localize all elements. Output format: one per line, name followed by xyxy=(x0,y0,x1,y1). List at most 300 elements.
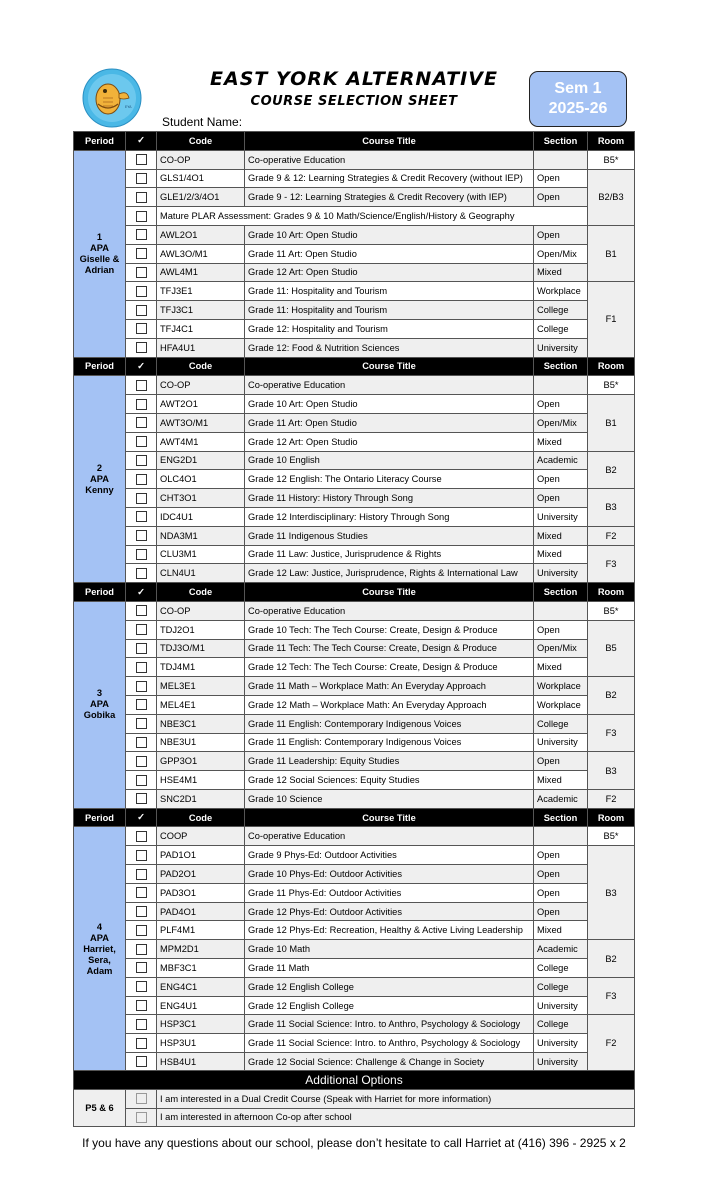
period-label-line: Gobika xyxy=(83,710,116,721)
course-checkbox[interactable] xyxy=(136,286,147,297)
dual-credit-checkbox[interactable] xyxy=(136,1093,147,1104)
course-section: Open xyxy=(534,188,588,207)
dual-credit-option: I am interested in a Dual Credit Course (Speak with Harriet for more information) xyxy=(157,1089,635,1108)
period-label-line: 2 xyxy=(96,462,103,473)
course-section: Mixed xyxy=(534,545,588,564)
course-section: College xyxy=(534,977,588,996)
course-title: Co-operative Education xyxy=(245,150,534,169)
course-section: Workplace xyxy=(534,282,588,301)
checkbox-cell xyxy=(126,1053,157,1072)
course-section: Workplace xyxy=(534,695,588,714)
period-label-line: Adam xyxy=(86,965,113,976)
semester-badge xyxy=(529,71,627,127)
room-cell: B5* xyxy=(588,601,635,620)
course-section: University xyxy=(534,564,588,583)
course-code: CHT3O1 xyxy=(157,489,245,508)
course-section: Open xyxy=(534,470,588,489)
course-section: Workplace xyxy=(534,677,588,696)
course-row xyxy=(74,526,635,545)
semester-label: Sem 1 xyxy=(554,80,602,97)
course-code: AWL3O/M1 xyxy=(157,244,245,263)
additional-period-label: P5 & 6 xyxy=(74,1089,126,1127)
course-section: Open xyxy=(534,489,588,508)
checkbox-cell xyxy=(126,564,157,583)
course-section: College xyxy=(534,1015,588,1034)
course-section: Open/Mix xyxy=(534,244,588,263)
column-header-period: Period xyxy=(74,583,126,602)
period-label-line: APA xyxy=(90,699,109,710)
course-row xyxy=(74,695,635,714)
course-checkbox[interactable] xyxy=(136,342,147,353)
course-row xyxy=(74,150,635,169)
course-section: Open xyxy=(534,620,588,639)
column-header-check: ✓ xyxy=(126,357,157,376)
column-header-code: Code xyxy=(157,132,245,151)
course-title: Grade 12 English College xyxy=(245,996,534,1015)
course-title: Grade 12 Phys-Ed: Outdoor Activities xyxy=(245,902,534,921)
course-title: Grade 10 Phys-Ed: Outdoor Activities xyxy=(245,865,534,884)
checkbox-cell xyxy=(126,695,157,714)
checkbox-cell xyxy=(126,301,157,320)
checkbox-cell xyxy=(126,733,157,752)
course-row xyxy=(74,639,635,658)
course-code: ENG4C1 xyxy=(157,977,245,996)
column-header-title: Course Title xyxy=(245,132,534,151)
course-checkbox[interactable] xyxy=(136,962,147,973)
course-title: Grade 12 Tech: The Tech Course: Create, Design & Produce xyxy=(245,658,534,677)
school-year: 2025-26 xyxy=(548,100,608,117)
course-row xyxy=(74,959,635,978)
course-section: University xyxy=(534,996,588,1015)
course-checkbox[interactable] xyxy=(136,925,147,936)
course-title: Grade 12 Social Sciences: Equity Studies xyxy=(245,771,534,790)
course-checkbox[interactable] xyxy=(136,793,147,804)
course-code: AWT2O1 xyxy=(157,395,245,414)
course-checkbox[interactable] xyxy=(136,869,147,880)
room-cell: F1 xyxy=(588,282,635,357)
course-section: University xyxy=(534,733,588,752)
course-title: Grade 11 Tech: The Tech Course: Create, Design & Produce xyxy=(245,639,534,658)
course-code: PAD4O1 xyxy=(157,902,245,921)
column-header-room: Room xyxy=(588,583,635,602)
course-table xyxy=(73,131,635,1072)
course-checkbox[interactable] xyxy=(136,455,147,466)
course-row xyxy=(74,902,635,921)
course-section: Mixed xyxy=(534,263,588,282)
course-title: Grade 10 English xyxy=(245,451,534,470)
checkbox-cell xyxy=(126,526,157,545)
course-checkbox[interactable] xyxy=(136,211,147,222)
course-code: PAD3O1 xyxy=(157,883,245,902)
course-title: Grade 11 Indigenous Studies xyxy=(245,526,534,545)
course-code: PAD2O1 xyxy=(157,865,245,884)
course-checkbox[interactable] xyxy=(136,662,147,673)
checkbox-cell xyxy=(126,959,157,978)
room-cell: B3 xyxy=(588,489,635,527)
column-header-code: Code xyxy=(157,583,245,602)
course-code: CO-OP xyxy=(157,150,245,169)
course-checkbox[interactable] xyxy=(136,173,147,184)
course-checkbox[interactable] xyxy=(136,756,147,767)
course-row xyxy=(74,733,635,752)
checkbox-cell xyxy=(126,902,157,921)
course-code: AWL2O1 xyxy=(157,225,245,244)
course-checkbox[interactable] xyxy=(136,906,147,917)
course-code: CO-OP xyxy=(157,601,245,620)
course-section xyxy=(534,601,588,620)
checkbox-cell xyxy=(126,507,157,526)
course-code: IDC4U1 xyxy=(157,507,245,526)
period-label xyxy=(74,150,126,357)
course-row xyxy=(74,827,635,846)
course-title: Grade 11 Math – Workplace Math: An Everyday Approach xyxy=(245,677,534,696)
checkbox-cell xyxy=(126,169,157,188)
column-header-room: Room xyxy=(588,808,635,827)
course-checkbox[interactable] xyxy=(136,192,147,203)
course-code: AWL4M1 xyxy=(157,263,245,282)
course-title: Grade 10 Science xyxy=(245,789,534,808)
course-checkbox[interactable] xyxy=(136,474,147,485)
period-label-line: APA xyxy=(90,473,109,484)
course-title: Grade 12 Law: Justice, Jurisprudence, Rights & International Law xyxy=(245,564,534,583)
footer-contact-note: If you have any questions about our school, please don’t hesitate to call Harriet at (416) 396 - 2925 x 2 xyxy=(82,1136,626,1150)
course-checkbox[interactable] xyxy=(136,887,147,898)
course-code: AWT4M1 xyxy=(157,432,245,451)
column-header-section: Section xyxy=(534,357,588,376)
course-row xyxy=(74,244,635,263)
student-name-label: Student Name: xyxy=(162,115,243,129)
course-checkbox[interactable] xyxy=(136,436,147,447)
course-checkbox[interactable] xyxy=(136,1019,147,1030)
course-checkbox[interactable] xyxy=(136,154,147,165)
course-title: Grade 11 Social Science: Intro. to Anthro, Psychology & Sociology xyxy=(245,1034,534,1053)
course-checkbox[interactable] xyxy=(136,699,147,710)
room-cell: B1 xyxy=(588,225,635,281)
course-section: Open xyxy=(534,902,588,921)
course-section: Open/Mix xyxy=(534,413,588,432)
room-cell: B2 xyxy=(588,940,635,978)
course-checkbox[interactable] xyxy=(136,1038,147,1049)
course-title: Co-operative Education xyxy=(245,376,534,395)
course-checkbox[interactable] xyxy=(136,1000,147,1011)
course-checkbox[interactable] xyxy=(136,305,147,316)
room-cell: B5* xyxy=(588,376,635,395)
course-code: HSB4U1 xyxy=(157,1053,245,1072)
checkbox-cell xyxy=(126,865,157,884)
room-cell: F3 xyxy=(588,545,635,583)
room-cell: F2 xyxy=(588,789,635,808)
course-row xyxy=(74,395,635,414)
column-header-room: Room xyxy=(588,132,635,151)
course-title: Grade 11: Hospitality and Tourism xyxy=(245,301,534,320)
column-header-period: Period xyxy=(74,357,126,376)
course-section xyxy=(534,376,588,395)
column-header-period: Period xyxy=(74,808,126,827)
course-checkbox[interactable] xyxy=(136,399,147,410)
course-title: Grade 12: Food & Nutrition Sciences xyxy=(245,338,534,357)
course-title: Grade 10 Art: Open Studio xyxy=(245,225,534,244)
course-checkbox[interactable] xyxy=(136,568,147,579)
period-label-line: 4 xyxy=(96,921,103,932)
column-header-check: ✓ xyxy=(126,132,157,151)
course-checkbox[interactable] xyxy=(136,643,147,654)
column-header-check: ✓ xyxy=(126,808,157,827)
checkbox-cell xyxy=(126,432,157,451)
checkbox-cell xyxy=(126,1015,157,1034)
checkbox-cell xyxy=(126,883,157,902)
course-checkbox[interactable] xyxy=(136,850,147,861)
course-checkbox[interactable] xyxy=(136,981,147,992)
svg-text:EYA: EYA xyxy=(125,105,132,109)
course-section: Open xyxy=(534,225,588,244)
room-cell: F2 xyxy=(588,526,635,545)
checkbox-cell xyxy=(126,827,157,846)
course-code: CLN4U1 xyxy=(157,564,245,583)
course-code: TFJ4C1 xyxy=(157,319,245,338)
school-title: EAST YORK ALTERNATIVE xyxy=(210,68,498,90)
course-checkbox[interactable] xyxy=(136,624,147,635)
course-title: Grade 12 Social Science: Challenge & Change in Society xyxy=(245,1053,534,1072)
course-title: Grade 12: Hospitality and Tourism xyxy=(245,319,534,338)
course-section: Open xyxy=(534,846,588,865)
course-checkbox[interactable] xyxy=(136,775,147,786)
course-section: Open xyxy=(534,395,588,414)
course-code: SNC2D1 xyxy=(157,789,245,808)
course-code: CLU3M1 xyxy=(157,545,245,564)
checkbox-cell xyxy=(126,338,157,357)
course-code: GLE1/2/3/4O1 xyxy=(157,188,245,207)
afternoon-coop-option: I am interested in afternoon Co-op after school xyxy=(157,1108,635,1127)
period-label-line: APA xyxy=(90,242,109,253)
course-checkbox[interactable] xyxy=(136,944,147,955)
course-row xyxy=(74,658,635,677)
course-checkbox[interactable] xyxy=(136,737,147,748)
checkbox-cell xyxy=(126,244,157,263)
room-cell: B1 xyxy=(588,395,635,451)
checkbox-cell xyxy=(126,188,157,207)
course-row xyxy=(74,1034,635,1053)
course-code: PLF4M1 xyxy=(157,921,245,940)
checkbox-cell xyxy=(126,977,157,996)
course-row xyxy=(74,771,635,790)
period-label-line: 3 xyxy=(96,688,103,699)
course-row xyxy=(74,883,635,902)
checkbox-cell xyxy=(126,620,157,639)
period-label-line: Giselle & xyxy=(79,253,120,264)
checkbox-cell xyxy=(126,921,157,940)
course-row xyxy=(74,846,635,865)
course-section: Mixed xyxy=(534,526,588,545)
checkbox-cell xyxy=(126,846,157,865)
checkbox-cell xyxy=(126,545,157,564)
course-row xyxy=(74,413,635,432)
course-code: HFA4U1 xyxy=(157,338,245,357)
course-title: Grade 11 Math xyxy=(245,959,534,978)
period-label-line: Sera, xyxy=(88,954,111,965)
course-code: TDJ2O1 xyxy=(157,620,245,639)
course-checkbox[interactable] xyxy=(136,1056,147,1067)
course-section: Academic xyxy=(534,451,588,470)
afternoon-coop-checkbox[interactable] xyxy=(136,1112,147,1123)
course-row xyxy=(74,451,635,470)
course-title: Grade 12 Interdisciplinary: History Through Song xyxy=(245,507,534,526)
course-row xyxy=(74,1053,635,1072)
course-row xyxy=(74,263,635,282)
course-checkbox[interactable] xyxy=(136,323,147,334)
course-code: TFJ3C1 xyxy=(157,301,245,320)
course-checkbox[interactable] xyxy=(136,380,147,391)
course-checkbox[interactable] xyxy=(136,831,147,842)
course-title: Grade 11 Phys-Ed: Outdoor Activities xyxy=(245,883,534,902)
course-code: GLS1/4O1 xyxy=(157,169,245,188)
course-section: Mixed xyxy=(534,921,588,940)
course-title: Grade 11 Art: Open Studio xyxy=(245,413,534,432)
sheet-subtitle: COURSE SELECTION SHEET xyxy=(250,94,458,109)
column-header-title: Course Title xyxy=(245,808,534,827)
checkbox-cell xyxy=(126,282,157,301)
column-header-period: Period xyxy=(74,132,126,151)
course-code: PAD1O1 xyxy=(157,846,245,865)
checkbox-cell xyxy=(126,677,157,696)
course-title: Grade 12 Phys-Ed: Recreation, Healthy & Active Living Leadership xyxy=(245,921,534,940)
checkbox-cell xyxy=(126,752,157,771)
course-code: MEL4E1 xyxy=(157,695,245,714)
period-header-row xyxy=(74,583,635,602)
course-title: Grade 10 Art: Open Studio xyxy=(245,395,534,414)
course-checkbox[interactable] xyxy=(136,493,147,504)
column-header-title: Course Title xyxy=(245,583,534,602)
course-code: TDJ3O/M1 xyxy=(157,639,245,658)
course-title: Grade 10 Tech: The Tech Course: Create, Design & Produce xyxy=(245,620,534,639)
course-checkbox[interactable] xyxy=(136,718,147,729)
course-title: Grade 11 English: Contemporary Indigenous Voices xyxy=(245,714,534,733)
course-section: University xyxy=(534,1053,588,1072)
course-section: Mixed xyxy=(534,771,588,790)
course-title: Grade 12 Math – Workplace Math: An Everyday Approach xyxy=(245,695,534,714)
course-checkbox[interactable] xyxy=(136,511,147,522)
course-row xyxy=(74,752,635,771)
course-row xyxy=(74,432,635,451)
course-checkbox[interactable] xyxy=(136,417,147,428)
course-section: College xyxy=(534,301,588,320)
period-label xyxy=(74,376,126,583)
checkbox-cell xyxy=(126,395,157,414)
course-row xyxy=(74,169,635,188)
course-row xyxy=(74,601,635,620)
course-code: HSP3U1 xyxy=(157,1034,245,1053)
course-title: Grade 11: Hospitality and Tourism xyxy=(245,282,534,301)
course-code: HSE4M1 xyxy=(157,771,245,790)
course-title: Grade 11 History: History Through Song xyxy=(245,489,534,508)
course-row xyxy=(74,865,635,884)
period-header-row xyxy=(74,132,635,151)
room-cell: F2 xyxy=(588,1015,635,1071)
course-row xyxy=(74,207,635,226)
course-code: ENG2D1 xyxy=(157,451,245,470)
course-code: CO-OP xyxy=(157,376,245,395)
course-section xyxy=(534,150,588,169)
course-title: Co-operative Education xyxy=(245,601,534,620)
course-code: MPM2D1 xyxy=(157,940,245,959)
course-checkbox[interactable] xyxy=(136,530,147,541)
course-section: Open xyxy=(534,865,588,884)
column-header-check: ✓ xyxy=(126,583,157,602)
course-section: University xyxy=(534,338,588,357)
column-header-section: Section xyxy=(534,808,588,827)
checkbox-cell xyxy=(126,639,157,658)
course-row xyxy=(74,789,635,808)
period-header-row xyxy=(74,808,635,827)
checkbox-cell xyxy=(126,601,157,620)
course-section: Open xyxy=(534,752,588,771)
checkbox-cell xyxy=(126,714,157,733)
course-section: Academic xyxy=(534,940,588,959)
course-title: Grade 11 English: Contemporary Indigenous Voices xyxy=(245,733,534,752)
course-title: Grade 12 English College xyxy=(245,977,534,996)
option-checkbox-cell xyxy=(126,1089,157,1108)
course-section xyxy=(534,827,588,846)
course-checkbox[interactable] xyxy=(136,681,147,692)
period-header-row xyxy=(74,357,635,376)
course-code: NDA3M1 xyxy=(157,526,245,545)
course-section: Open/Mix xyxy=(534,639,588,658)
course-title: Grade 12 English: The Ontario Literacy Course xyxy=(245,470,534,489)
column-header-code: Code xyxy=(157,808,245,827)
course-row xyxy=(74,940,635,959)
course-checkbox[interactable] xyxy=(136,549,147,560)
course-code: GPP3O1 xyxy=(157,752,245,771)
course-row xyxy=(74,921,635,940)
course-row xyxy=(74,714,635,733)
checkbox-cell xyxy=(126,789,157,808)
course-title: Grade 11 Leadership: Equity Studies xyxy=(245,752,534,771)
checkbox-cell xyxy=(126,263,157,282)
checkbox-cell xyxy=(126,470,157,489)
period-label xyxy=(74,827,126,1071)
period-label xyxy=(74,601,126,808)
course-full-title: Mature PLAR Assessment: Grades 9 & 10 Math/Science/English/History & Geography xyxy=(157,207,588,226)
course-checkbox[interactable] xyxy=(136,267,147,278)
course-code: ENG4U1 xyxy=(157,996,245,1015)
checkbox-cell xyxy=(126,940,157,959)
checkbox-cell xyxy=(126,489,157,508)
course-section: University xyxy=(534,507,588,526)
course-row xyxy=(74,301,635,320)
period-label-line: 1 xyxy=(96,231,103,242)
course-title: Grade 11 Law: Justice, Jurisprudence & Rights xyxy=(245,545,534,564)
course-title: Grade 12 Art: Open Studio xyxy=(245,432,534,451)
course-row xyxy=(74,1015,635,1034)
course-code: HSP3C1 xyxy=(157,1015,245,1034)
course-section: Open xyxy=(534,169,588,188)
course-section: Academic xyxy=(534,789,588,808)
course-title: Grade 9 & 12: Learning Strategies & Credit Recovery (without IEP) xyxy=(245,169,534,188)
course-checkbox[interactable] xyxy=(136,248,147,259)
room-cell: F3 xyxy=(588,977,635,1015)
course-section: Mixed xyxy=(534,658,588,677)
course-checkbox[interactable] xyxy=(136,605,147,616)
course-row xyxy=(74,225,635,244)
additional-options-heading: Additional Options xyxy=(74,1071,635,1090)
course-checkbox[interactable] xyxy=(136,229,147,240)
course-row xyxy=(74,489,635,508)
course-row xyxy=(74,545,635,564)
course-row xyxy=(74,564,635,583)
period-label-line: APA xyxy=(90,932,109,943)
column-header-code: Code xyxy=(157,357,245,376)
course-row xyxy=(74,282,635,301)
room-cell: B5* xyxy=(588,150,635,169)
